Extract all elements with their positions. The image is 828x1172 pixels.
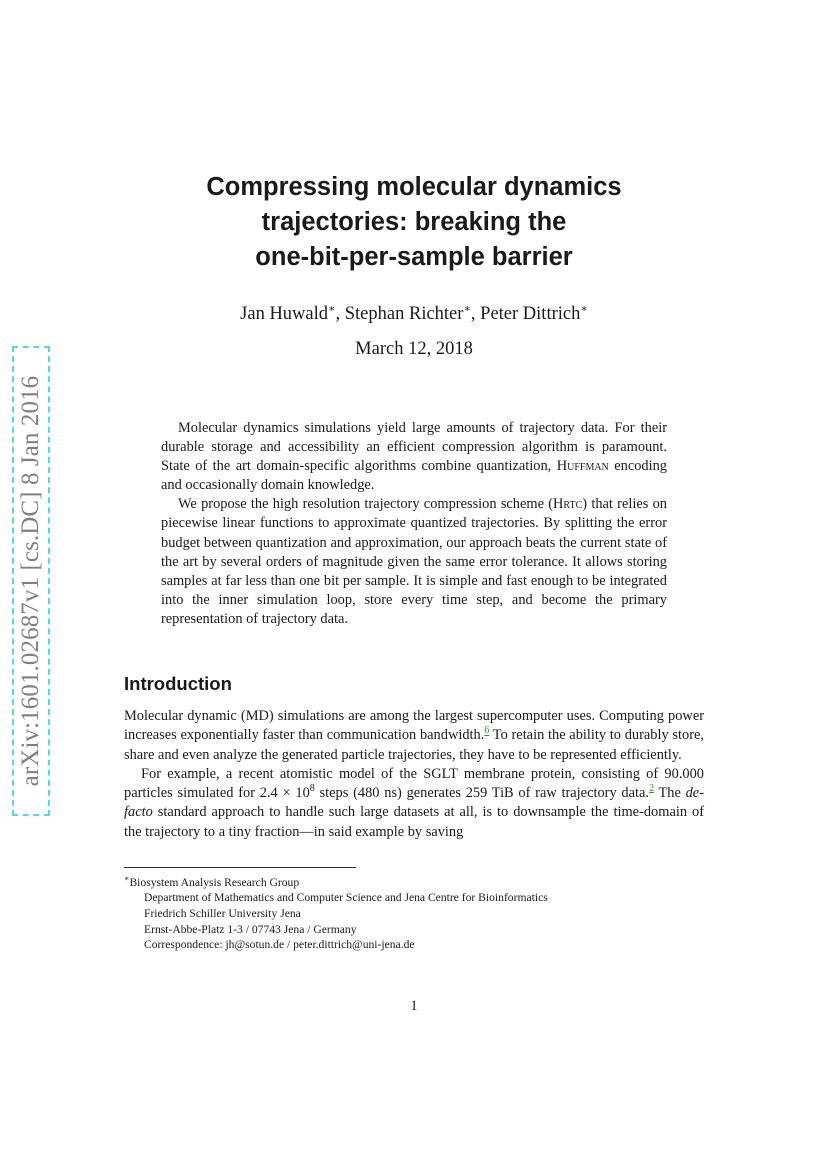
citation-link[interactable]: 6 [484, 725, 490, 737]
body-text: Molecular dynamic (MD) simulations are among the largest supercomputer uses. Computing power increases exponentially faster than communication bandwidth. [124, 708, 704, 744]
huffman-term: Huffman [556, 458, 609, 475]
footnote-line: Department of Mathematics and Computer Science and Jena Centre for Bioinformatics [144, 891, 548, 905]
footnote-line: Correspondence: jh@sotun.de / peter.dittrich@uni-jena.de [144, 938, 415, 952]
paper-title [124, 170, 704, 275]
author-footnote-mark[interactable]: ∗ [580, 303, 588, 315]
footnote-mark: ∗ [124, 874, 130, 883]
body-text: To retain the ability to durably store, share and even analyze the generated particle trajectories, they have to be represented efficiently. [124, 727, 704, 763]
title-line-1: Compressing molecular dynamics [206, 173, 622, 201]
arxiv-stamp-text[interactable]: arXiv:1601.02687v1 [cs.DC] 8 Jan 2016 [17, 375, 44, 787]
footnote-divider [124, 867, 356, 868]
paper-date: March 12, 2018 [355, 339, 473, 359]
exponent: 8 [309, 783, 315, 795]
footnote-text: Biosystem Analysis Research Group [129, 875, 300, 889]
author-separator: , [335, 304, 345, 325]
author-footnote-mark[interactable]: ∗ [463, 303, 471, 315]
abstract [161, 419, 667, 629]
body-paragraph [124, 707, 704, 765]
abstract-text: ) that relies on piecewise linear functions to approximate quantized trajectories. By splitting the error budget between quantization and approximation, our approach beats the current state of the art by several orders of magnitude given the same error tolerance. It allows storing samples at far less than one bit per sample. It is simple and fast enough to be integrated into the inner simulation loop, store every time step, and become the primary representation of trajectory data. [161, 496, 667, 627]
introduction-body [124, 707, 704, 842]
footnote-line [124, 871, 704, 890]
body-text: standard approach to handle such large datasets at all, is to downsample the time-domain of the trajectory to a tiny fraction—in said example by saving [124, 804, 704, 840]
hrtc-term: Hrtc [553, 496, 583, 513]
body-text: steps (480 ns) generates 259 TiB of raw trajectory data. [314, 785, 649, 802]
author-separator: , [470, 304, 481, 325]
page-number: 1 [410, 998, 418, 1014]
abstract-text: encoding and occasionally domain knowledge. [161, 458, 667, 494]
abstract-text: Molecular dynamics simulations yield large amounts of trajectory data. For their durable storage and accessibility an efficient compression algorithm is paramount. State of the art domain-specific algorithms combine quantization, [161, 420, 667, 475]
body-text: The [653, 785, 686, 802]
author-name: Peter Dittrich [480, 304, 581, 325]
author-list [124, 296, 704, 327]
citation-link[interactable]: 2 [648, 783, 654, 795]
author-footnote-mark[interactable]: ∗ [328, 303, 336, 315]
footnotes [124, 871, 704, 953]
author-name: Jan Huwald [240, 304, 329, 325]
arxiv-side-stamp[interactable] [12, 346, 52, 818]
footnote-line: Ernst-Abbe-Platz 1-3 / 07743 Jena / Germany [144, 922, 357, 936]
footnote-line: Friedrich Schiller University Jena [144, 907, 301, 921]
body-text: For example, a recent atomistic model of the SGLT membrane protein, consisting of 90.000 particles simulated for 2.4 × 10 [124, 765, 704, 802]
abstract-paragraph [161, 419, 667, 495]
abstract-paragraph [161, 495, 667, 629]
emphasis: de-facto [124, 785, 704, 821]
title-line-3: one-bit-per-sample barrier [255, 243, 573, 271]
abstract-text: We propose the high resolution trajectory compression scheme ( [178, 496, 554, 513]
title-line-2: trajectories: breaking the [261, 208, 567, 236]
body-paragraph [124, 765, 704, 842]
author-name: Stephan Richter [344, 304, 464, 325]
section-heading-introduction: Introduction [124, 673, 232, 694]
